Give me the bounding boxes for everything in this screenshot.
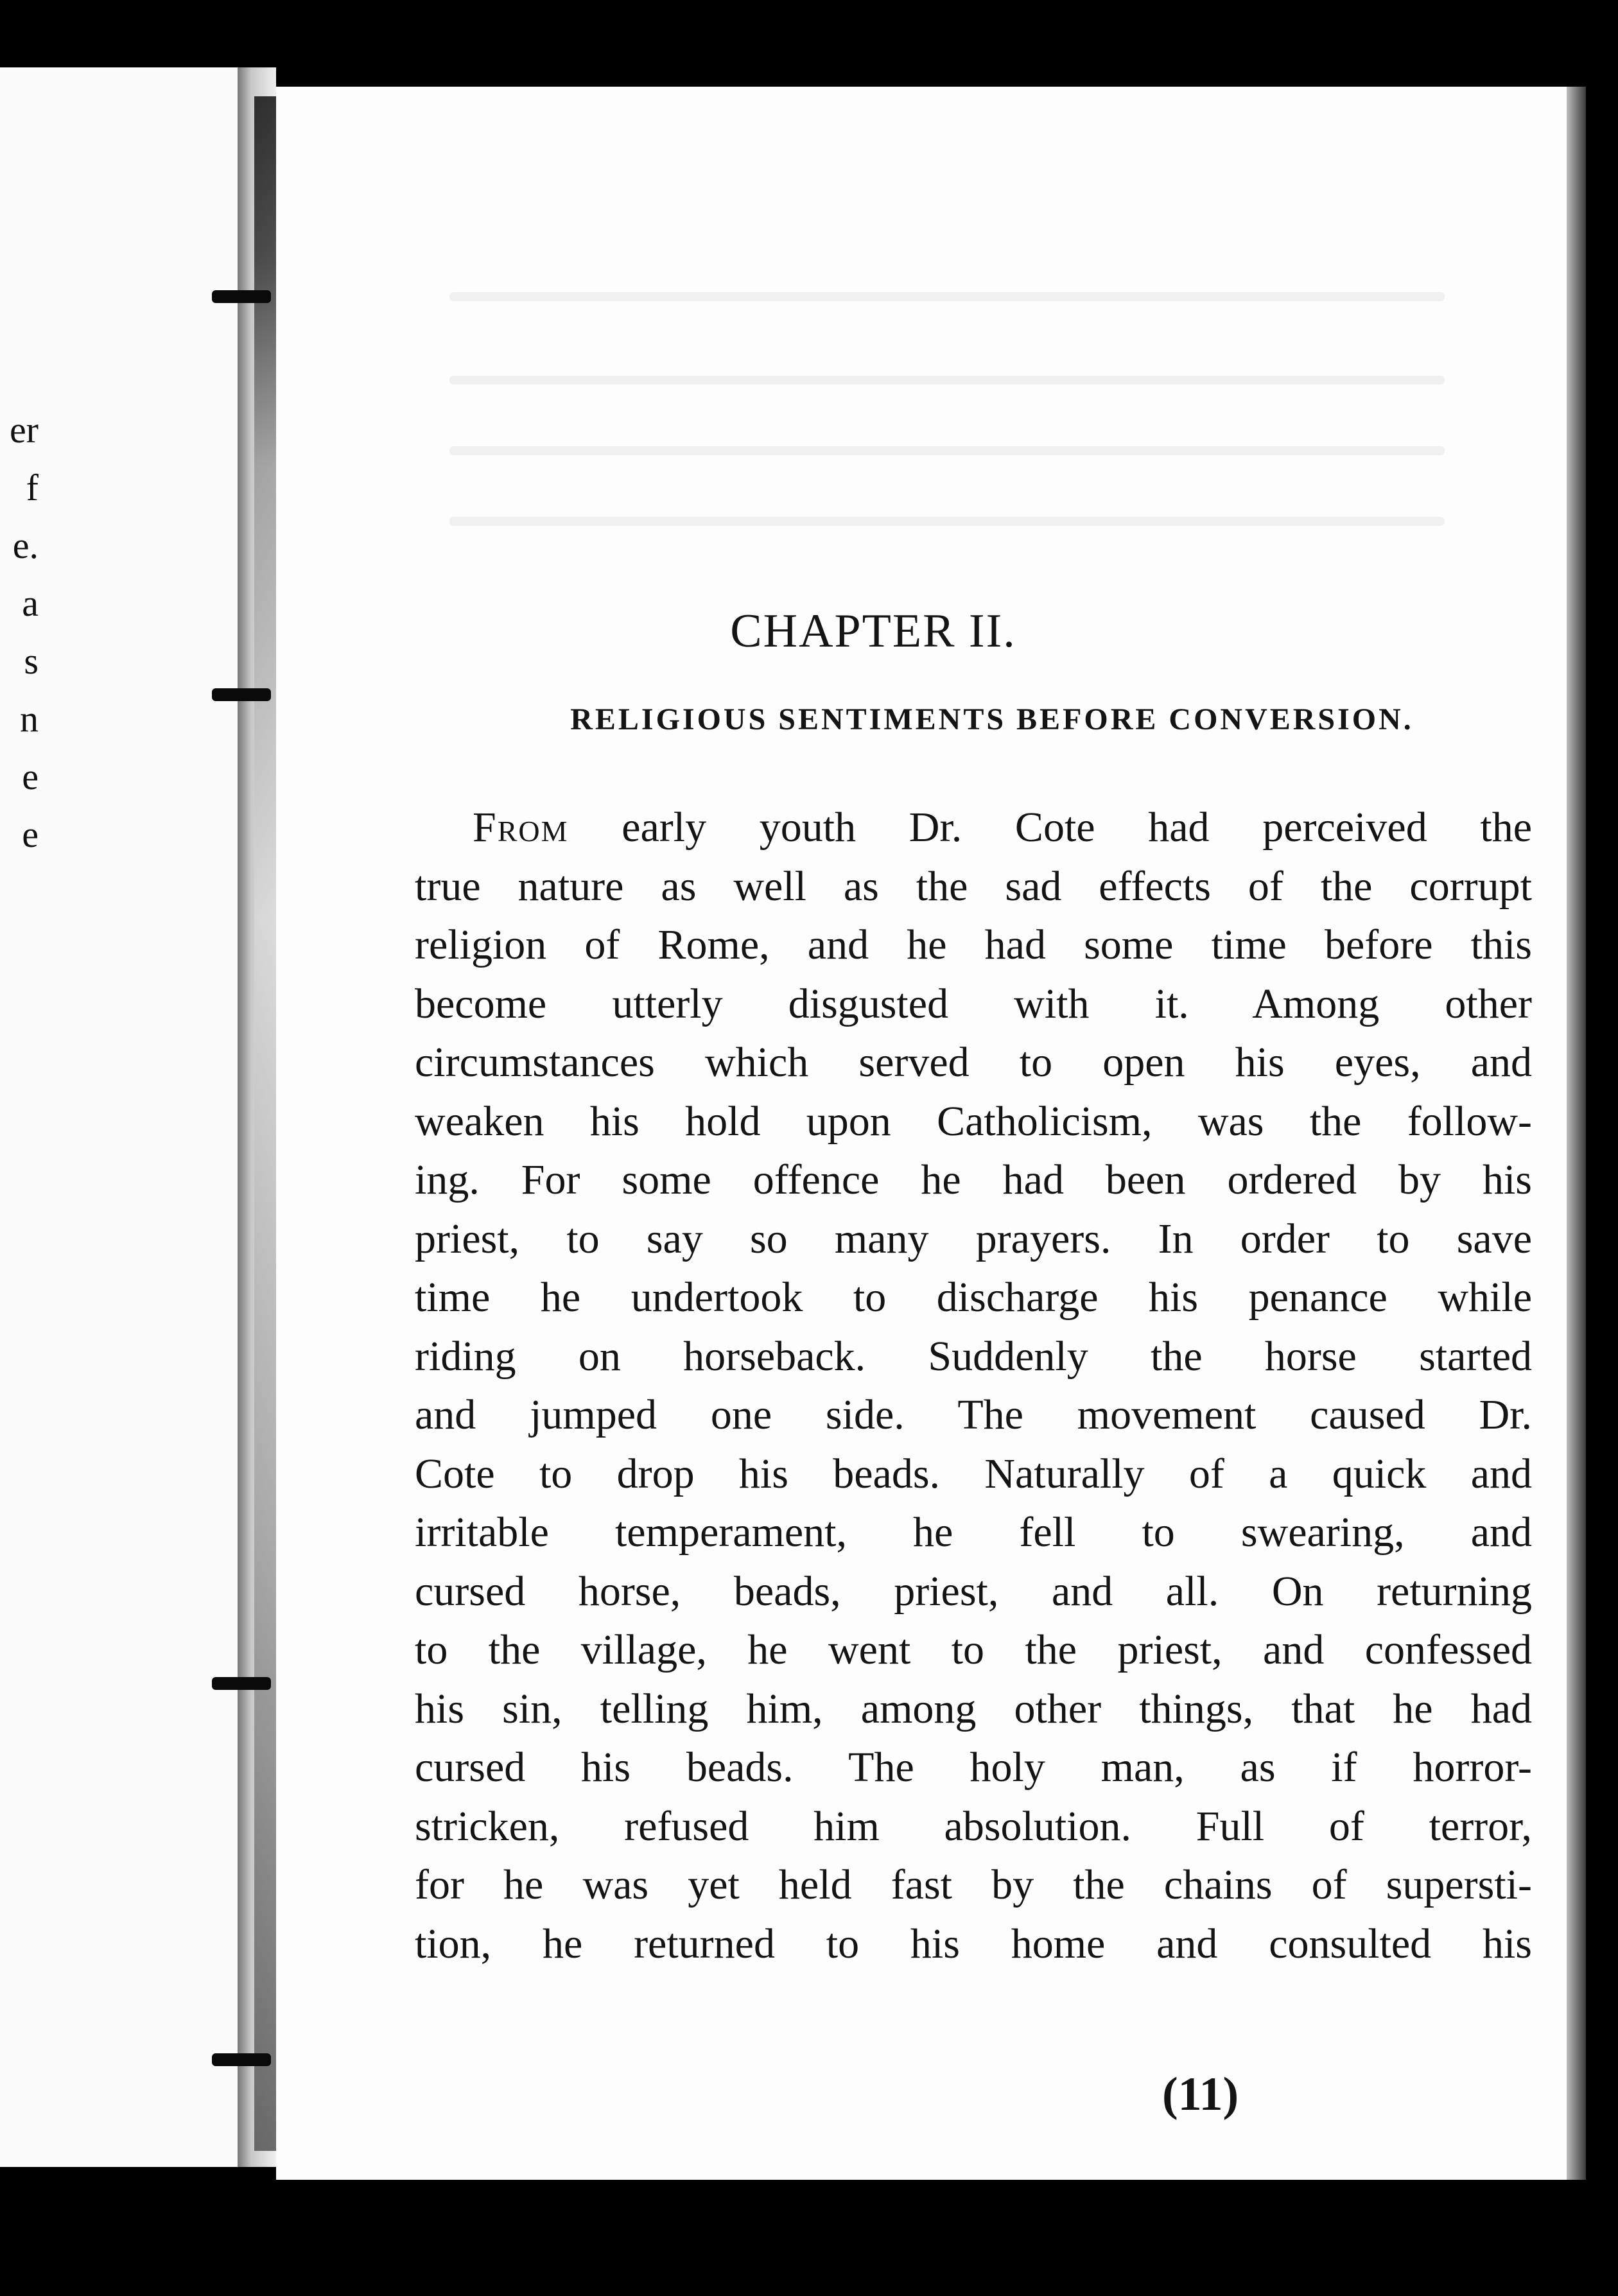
bleed-through-mark bbox=[449, 446, 1445, 455]
text-line: religion of Rome, and he had some time before this bbox=[415, 921, 1532, 968]
binding-shadow bbox=[254, 96, 276, 2151]
chapter-subtitle: RELIGIOUS SENTIMENTS BEFORE CONVERSION. bbox=[570, 702, 1414, 736]
text-line: irritable temperament, he fell to swearing, and bbox=[415, 1509, 1532, 1556]
fragment-line: a bbox=[22, 582, 39, 624]
fragment-line: n bbox=[20, 698, 39, 740]
text-line: tion, he returned to his home and consulted his bbox=[415, 1920, 1532, 1967]
fragment-line: s bbox=[24, 640, 39, 682]
binding-stitch bbox=[212, 2053, 271, 2066]
current-page bbox=[276, 87, 1567, 2180]
bleed-through-mark bbox=[449, 376, 1445, 385]
text-line: time he undertook to discharge his penance while bbox=[415, 1274, 1532, 1321]
binding-stitch bbox=[212, 688, 271, 701]
binding-stitch bbox=[212, 1677, 271, 1690]
body-text bbox=[415, 798, 1532, 1973]
text-line: From early youth Dr. Cote had perceived the bbox=[473, 804, 1532, 851]
previous-page bbox=[0, 67, 238, 2167]
text-line: priest, to say so many prayers. In order to save bbox=[415, 1215, 1532, 1262]
text-line: riding on horseback. Suddenly the horse started bbox=[415, 1332, 1532, 1380]
text-line: circumstances which served to open his eyes, and bbox=[415, 1039, 1532, 1086]
text-line: and jumped one side. The movement caused Dr. bbox=[415, 1391, 1532, 1438]
text-line: ing. For some offence he had been ordered by his bbox=[415, 1156, 1532, 1203]
fragment-line: f bbox=[26, 467, 39, 509]
opening-word: From bbox=[473, 804, 569, 851]
text-line: weaken his hold upon Catholicism, was the follow- bbox=[415, 1097, 1532, 1145]
fragment-line: e bbox=[22, 813, 39, 855]
chapter-title: CHAPTER II. bbox=[730, 605, 1016, 657]
bleed-through-mark bbox=[449, 517, 1445, 526]
text-line: become utterly disgusted with it. Among other bbox=[415, 980, 1532, 1027]
bleed-through-mark bbox=[449, 292, 1445, 301]
fragment-line: e. bbox=[12, 525, 39, 566]
page-number: (11) bbox=[1162, 2068, 1239, 2121]
fragment-line: er bbox=[9, 409, 39, 451]
text-line: Cote to drop his beads. Naturally of a quick and bbox=[415, 1450, 1532, 1497]
text-line: to the village, he went to the priest, and confessed bbox=[415, 1626, 1532, 1673]
text-line: his sin, telling him, among other things, that he had bbox=[415, 1685, 1532, 1732]
binding-stitch bbox=[212, 290, 271, 303]
text-line: stricken, refused him absolution. Full of terror, bbox=[415, 1802, 1532, 1850]
text-line: for he was yet held fast by the chains of supersti- bbox=[415, 1861, 1532, 1908]
text-line: true nature as well as the sad effects of the corrupt bbox=[415, 862, 1532, 910]
fragment-line: e bbox=[22, 756, 39, 797]
previous-page-text-fragments bbox=[0, 401, 40, 864]
page-edge-shadow bbox=[1567, 87, 1586, 2180]
text-line: cursed horse, beads, priest, and all. On returning bbox=[415, 1567, 1532, 1615]
text-line: cursed his beads. The holy man, as if horror- bbox=[415, 1744, 1532, 1791]
